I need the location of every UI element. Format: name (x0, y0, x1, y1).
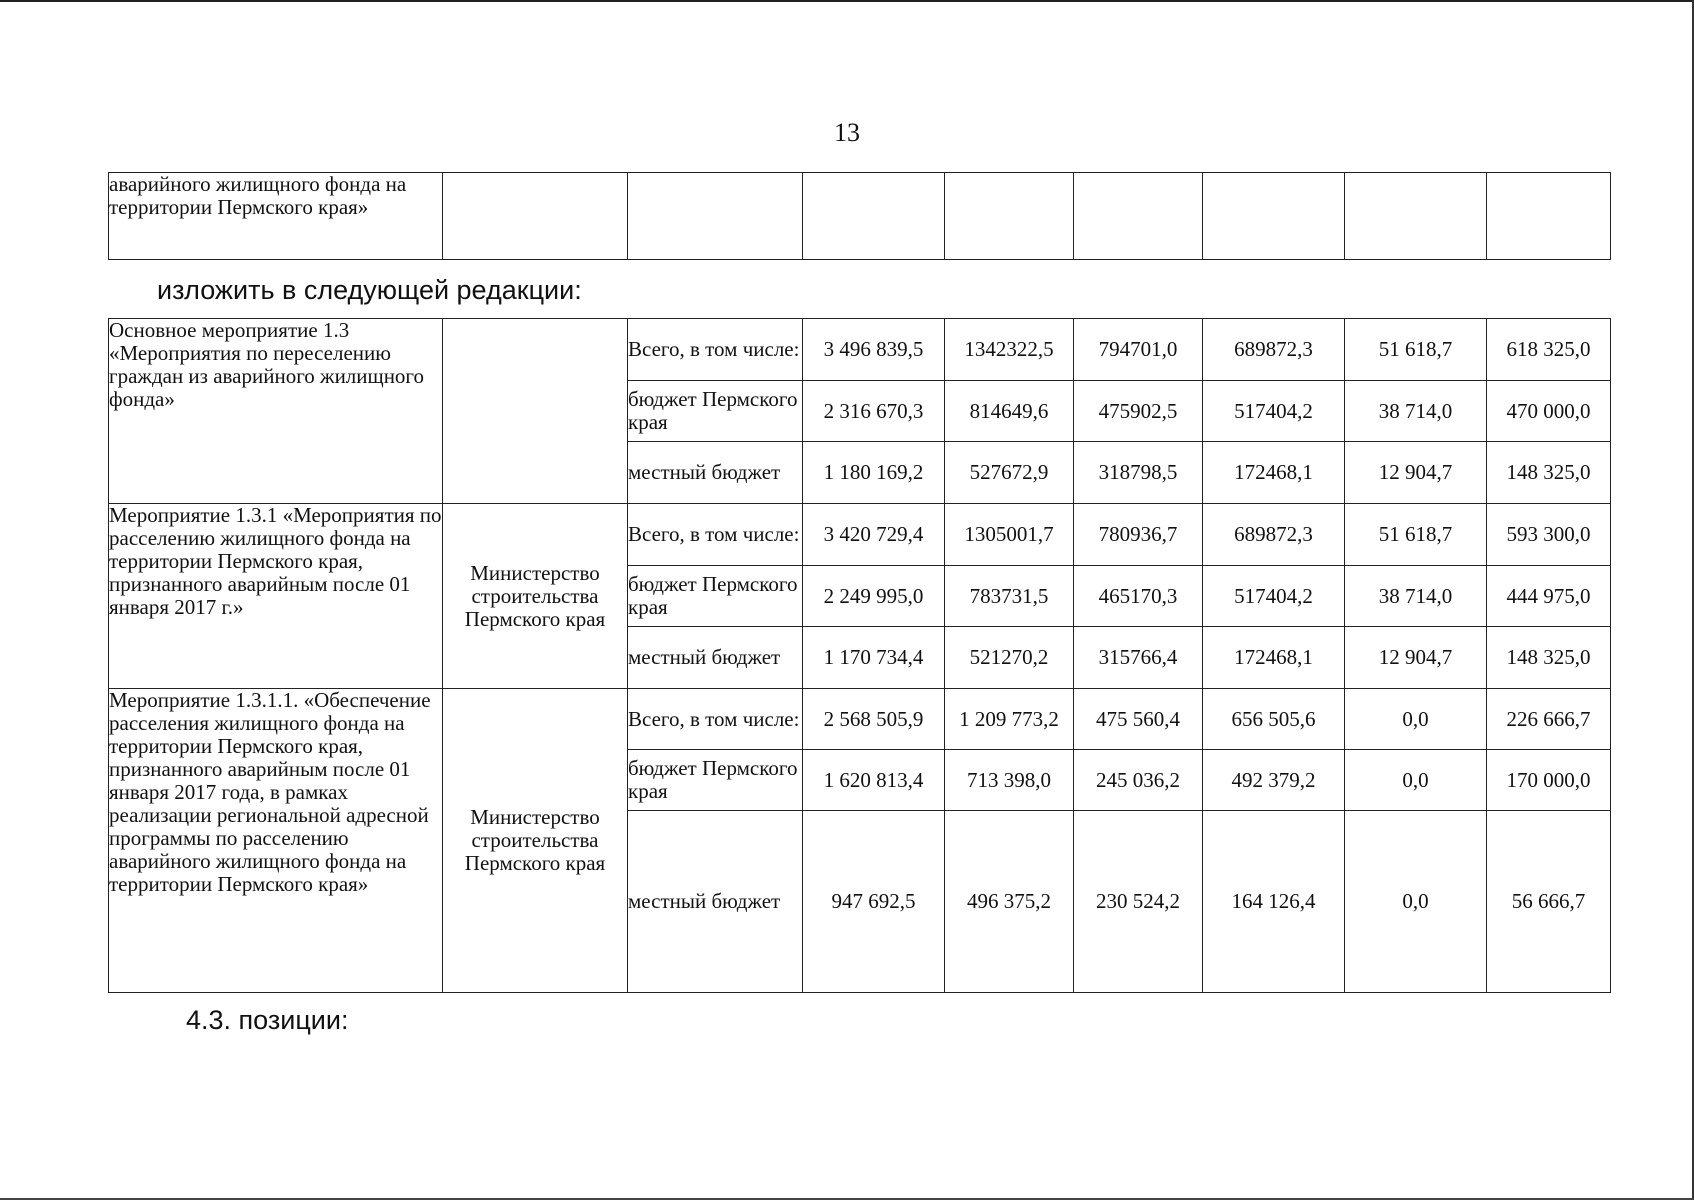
amount-cell: 794701,0 (1074, 319, 1203, 381)
funding-source-cell: Всего, в том числе: (628, 319, 803, 381)
amount-cell: 51 618,7 (1345, 504, 1487, 566)
funding-source-cell: бюджет Пермского края (628, 381, 803, 442)
amount-cell: 0,0 (1345, 689, 1487, 750)
funding-source-cell: Всего, в том числе: (628, 504, 803, 566)
funding-source-cell: местный бюджет (628, 627, 803, 689)
amount-cell: 2 568 505,9 (803, 689, 945, 750)
amount-cell: 1342322,5 (945, 319, 1074, 381)
responsible-cell (443, 319, 628, 504)
amount-cell: 12 904,7 (1345, 442, 1487, 504)
amount-cell: 170 000,0 (1487, 750, 1611, 811)
amount-cell: 475902,5 (1074, 381, 1203, 442)
amount-cell: 1305001,7 (945, 504, 1074, 566)
program-table (108, 318, 1611, 993)
empty-cell (628, 173, 803, 260)
amount-cell: 226 666,7 (1487, 689, 1611, 750)
amount-cell: 783731,5 (945, 566, 1074, 627)
amount-cell: 1 180 169,2 (803, 442, 945, 504)
instruction-paragraph: изложить в следующей редакции: (157, 275, 582, 305)
amount-cell: 172468,1 (1203, 627, 1345, 689)
amount-cell: 148 325,0 (1487, 442, 1611, 504)
amount-cell: 3 420 729,4 (803, 504, 945, 566)
amount-cell: 689872,3 (1203, 319, 1345, 381)
amount-cell: 164 126,4 (1203, 811, 1345, 993)
amount-cell: 475 560,4 (1074, 689, 1203, 750)
amount-cell: 496 375,2 (945, 811, 1074, 993)
amount-cell: 2 316 670,3 (803, 381, 945, 442)
amount-cell: 38 714,0 (1345, 566, 1487, 627)
amount-cell: 1 209 773,2 (945, 689, 1074, 750)
amount-cell: 517404,2 (1203, 381, 1345, 442)
section-paragraph: 4.3. позиции: (186, 1005, 349, 1035)
amount-cell: 3 496 839,5 (803, 319, 945, 381)
amount-cell: 689872,3 (1203, 504, 1345, 566)
amount-cell: 780936,7 (1074, 504, 1203, 566)
amount-cell: 0,0 (1345, 750, 1487, 811)
empty-cell (1345, 173, 1487, 260)
amount-cell: 470 000,0 (1487, 381, 1611, 442)
measure-name-cell: Мероприятие 1.3.1 «Мероприятия по расселению жилищного фонда на территории Пермского края, признанного аварийным после 01 января 2017 г.» (109, 504, 443, 689)
table-row (109, 504, 1611, 566)
amount-cell: 521270,2 (945, 627, 1074, 689)
amount-cell: 1 170 734,4 (803, 627, 945, 689)
empty-cell (1074, 173, 1203, 260)
funding-source-cell: бюджет Пермского края (628, 566, 803, 627)
funding-source-cell: местный бюджет (628, 442, 803, 504)
continuation-table (108, 172, 1611, 260)
amount-cell: 0,0 (1345, 811, 1487, 993)
amount-cell: 318798,5 (1074, 442, 1203, 504)
amount-cell: 12 904,7 (1345, 627, 1487, 689)
amount-cell: 2 249 995,0 (803, 566, 945, 627)
amount-cell: 51 618,7 (1345, 319, 1487, 381)
responsible-cell: Министерство строительства Пермского края (443, 689, 628, 993)
amount-cell: 245 036,2 (1074, 750, 1203, 811)
page-edge-top (0, 0, 1694, 2)
funding-source-cell: местный бюджет (628, 811, 803, 993)
page-number: 13 (834, 118, 860, 147)
amount-cell: 1 620 813,4 (803, 750, 945, 811)
funding-source-cell: бюджет Пермского края (628, 750, 803, 811)
amount-cell: 814649,6 (945, 381, 1074, 442)
amount-cell: 527672,9 (945, 442, 1074, 504)
measure-name-cell: Мероприятие 1.3.1.1. «Обеспечение расселения жилищного фонда на территории Пермского края, признанного аварийным после 01 января 2017 года, в рамках реализации региональной адресной программы по расселению аварийного жилищного фонда на территории Пермского края» (109, 689, 443, 993)
measure-name-cell: Основное мероприятие 1.3 «Мероприятия по переселению граждан из аварийного жилищного фонда» (109, 319, 443, 504)
amount-cell: 444 975,0 (1487, 566, 1611, 627)
amount-cell: 947 692,5 (803, 811, 945, 993)
continuation-name-cell: аварийного жилищного фонда на территории Пермского края» (109, 173, 443, 260)
amount-cell: 56 666,7 (1487, 811, 1611, 993)
empty-cell (1203, 173, 1345, 260)
responsible-cell: Министерство строительства Пермского края (443, 504, 628, 689)
empty-cell (443, 173, 628, 260)
empty-cell (1487, 173, 1611, 260)
amount-cell: 230 524,2 (1074, 811, 1203, 993)
amount-cell: 618 325,0 (1487, 319, 1611, 381)
amount-cell: 38 714,0 (1345, 381, 1487, 442)
amount-cell: 713 398,0 (945, 750, 1074, 811)
amount-cell: 492 379,2 (1203, 750, 1345, 811)
amount-cell: 148 325,0 (1487, 627, 1611, 689)
funding-source-cell: Всего, в том числе: (628, 689, 803, 750)
amount-cell: 315766,4 (1074, 627, 1203, 689)
amount-cell: 593 300,0 (1487, 504, 1611, 566)
table-row (109, 319, 1611, 381)
amount-cell: 172468,1 (1203, 442, 1345, 504)
amount-cell: 656 505,6 (1203, 689, 1345, 750)
table-row (109, 689, 1611, 750)
empty-cell (945, 173, 1074, 260)
empty-cell (803, 173, 945, 260)
amount-cell: 465170,3 (1074, 566, 1203, 627)
amount-cell: 517404,2 (1203, 566, 1345, 627)
